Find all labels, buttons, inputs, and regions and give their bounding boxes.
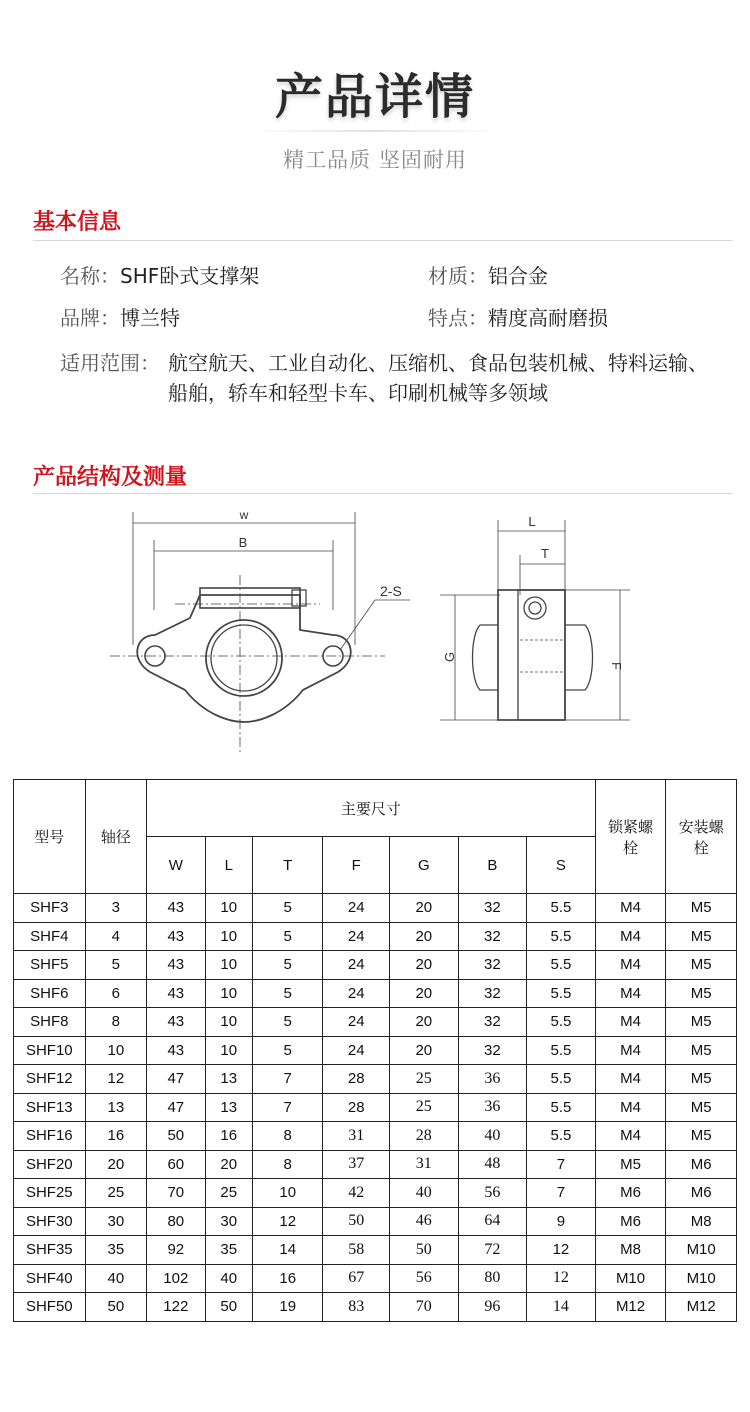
table-cell: M4 (595, 1036, 666, 1065)
table-cell: 43 (147, 1008, 205, 1037)
info-material (428, 260, 548, 289)
table-cell: 5 (252, 1008, 323, 1037)
table-cell: 25 (205, 1179, 252, 1208)
header-dim-t: T (252, 837, 323, 894)
table-cell: 13 (205, 1093, 252, 1122)
table-cell: 5.5 (527, 894, 596, 923)
table-cell: 20 (390, 979, 459, 1008)
table-cell: 5 (252, 1036, 323, 1065)
section-divider (33, 240, 733, 241)
table-cell: 20 (390, 894, 459, 923)
info-name (60, 260, 259, 289)
table-row (14, 1036, 737, 1065)
table-cell: SHF50 (14, 1293, 86, 1322)
table-cell: 28 (390, 1122, 459, 1151)
table-cell: SHF13 (14, 1093, 86, 1122)
table-cell: 5 (252, 979, 323, 1008)
table-cell: 12 (527, 1236, 596, 1265)
table-cell: M5 (666, 1122, 737, 1151)
table-row (14, 979, 737, 1008)
dim-label-f: F (609, 662, 624, 670)
table-cell: 70 (390, 1293, 459, 1322)
table-cell: 5.5 (527, 1008, 596, 1037)
table-cell: 14 (252, 1236, 323, 1265)
table-cell: 31 (390, 1150, 459, 1179)
table-cell: 20 (85, 1150, 147, 1179)
side-view (440, 520, 630, 720)
table-cell: 5.5 (527, 1093, 596, 1122)
table-cell: 5.5 (527, 979, 596, 1008)
table-row (14, 1065, 737, 1094)
table-cell: 47 (147, 1065, 205, 1094)
table-cell: 10 (252, 1179, 323, 1208)
table-cell: 35 (85, 1236, 147, 1265)
table-row (14, 894, 737, 923)
table-cell: 43 (147, 922, 205, 951)
header-dim-g: G (390, 837, 459, 894)
table-cell: 13 (85, 1093, 147, 1122)
table-cell: M4 (595, 1093, 666, 1122)
table-cell: 40 (390, 1179, 459, 1208)
table-cell: 32 (458, 951, 527, 980)
table-cell: SHF4 (14, 922, 86, 951)
table-cell: 6 (85, 979, 147, 1008)
table-cell: 20 (390, 1036, 459, 1065)
table-cell: M8 (595, 1236, 666, 1265)
table-row (14, 1236, 737, 1265)
table-cell: SHF35 (14, 1236, 86, 1265)
info-brand (60, 302, 180, 331)
table-cell: 70 (147, 1179, 205, 1208)
table-row (14, 1207, 737, 1236)
table-row (14, 1293, 737, 1322)
table-cell: 28 (323, 1065, 390, 1094)
table-cell: 14 (527, 1293, 596, 1322)
dim-label-2s: 2-S (380, 583, 402, 599)
info-feature-value: 精度高耐磨损 (488, 306, 608, 330)
table-cell: 24 (323, 951, 390, 980)
table-cell: 64 (458, 1207, 527, 1236)
table-cell: 43 (147, 951, 205, 980)
table-cell: 25 (390, 1093, 459, 1122)
table-cell: 50 (147, 1122, 205, 1151)
table-cell: SHF40 (14, 1264, 86, 1293)
table-cell: 5.5 (527, 1122, 596, 1151)
table-cell: SHF16 (14, 1122, 86, 1151)
table-cell: 10 (205, 951, 252, 980)
table-row (14, 1093, 737, 1122)
table-cell: 7 (527, 1179, 596, 1208)
table-cell: 10 (205, 1008, 252, 1037)
info-feature (428, 302, 608, 331)
table-cell: M4 (595, 951, 666, 980)
section-divider (33, 493, 733, 494)
table-cell: 92 (147, 1236, 205, 1265)
table-cell: SHF25 (14, 1179, 86, 1208)
table-cell: 5.5 (527, 1036, 596, 1065)
table-cell: 5 (252, 951, 323, 980)
table-cell: 13 (205, 1065, 252, 1094)
table-cell: 12 (85, 1065, 147, 1094)
table-cell: 40 (205, 1264, 252, 1293)
table-cell: SHF6 (14, 979, 86, 1008)
table-cell: 25 (390, 1065, 459, 1094)
table-cell: 16 (205, 1122, 252, 1151)
table-cell: 24 (323, 1036, 390, 1065)
info-name-value: SHF卧式支撑架 (120, 264, 260, 288)
table-cell: 5.5 (527, 922, 596, 951)
table-cell: 102 (147, 1264, 205, 1293)
table-cell: 40 (85, 1264, 147, 1293)
table-cell: M12 (595, 1293, 666, 1322)
header-dim-s: S (527, 837, 596, 894)
table-cell: 32 (458, 1036, 527, 1065)
table-cell: 5.5 (527, 951, 596, 980)
table-cell: 12 (527, 1264, 596, 1293)
table-cell: 37 (323, 1150, 390, 1179)
dim-label-w: w (239, 508, 249, 522)
table-cell: M5 (666, 951, 737, 980)
table-cell: 12 (252, 1207, 323, 1236)
table-cell: 56 (390, 1264, 459, 1293)
table-cell: M6 (666, 1150, 737, 1179)
table-cell: M5 (666, 894, 737, 923)
table-cell: 20 (390, 1008, 459, 1037)
table-cell: M10 (666, 1236, 737, 1265)
table-cell: 24 (323, 894, 390, 923)
header-main-dims: 主要尺寸 (147, 780, 596, 837)
table-cell: SHF20 (14, 1150, 86, 1179)
section-title-structure: 产品结构及测量 (33, 465, 188, 490)
table-row (14, 1264, 737, 1293)
table-cell: 28 (323, 1093, 390, 1122)
section-title-basic-info: 基本信息 (33, 210, 122, 235)
table-cell: M10 (595, 1264, 666, 1293)
table-cell: 31 (323, 1122, 390, 1151)
table-cell: 67 (323, 1264, 390, 1293)
dim-label-b: B (238, 535, 248, 550)
page-title: 产品详情 (274, 69, 475, 125)
table-cell: M5 (595, 1150, 666, 1179)
table-cell: M4 (595, 979, 666, 1008)
table-cell: 16 (85, 1122, 147, 1151)
title-divider (255, 130, 495, 132)
table-cell: 5 (252, 922, 323, 951)
table-cell: 122 (147, 1293, 205, 1322)
table-cell: 24 (323, 922, 390, 951)
table-cell: SHF30 (14, 1207, 86, 1236)
header-dim-w: W (147, 837, 205, 894)
table-cell: 43 (147, 894, 205, 923)
table-row (14, 1179, 737, 1208)
page-subtitle: 精工品质 坚固耐用 (283, 148, 467, 172)
table-cell: SHF10 (14, 1036, 86, 1065)
table-cell: SHF12 (14, 1065, 86, 1094)
header-lock-screw: 锁紧螺栓 (595, 780, 666, 894)
table-cell: 7 (252, 1065, 323, 1094)
front-view (110, 512, 410, 755)
table-cell: 58 (323, 1236, 390, 1265)
header-dim-f: F (323, 837, 390, 894)
table-cell: M5 (666, 1065, 737, 1094)
table-cell: 9 (527, 1207, 596, 1236)
header-mount-screw: 安装螺栓 (666, 780, 737, 894)
info-brand-value: 博兰特 (120, 306, 180, 330)
table-cell: 5 (252, 894, 323, 923)
table-header-row (14, 780, 737, 837)
table-cell: 72 (458, 1236, 527, 1265)
table-cell: M5 (666, 1036, 737, 1065)
table-row (14, 951, 737, 980)
table-cell: 8 (85, 1008, 147, 1037)
table-cell: 7 (252, 1093, 323, 1122)
table-cell: M8 (666, 1207, 737, 1236)
table-cell: M10 (666, 1264, 737, 1293)
table-cell: 60 (147, 1150, 205, 1179)
header-dim-l: L (205, 837, 252, 894)
table-cell: 30 (85, 1207, 147, 1236)
table-cell: 47 (147, 1093, 205, 1122)
table-cell: M6 (595, 1179, 666, 1208)
table-cell: 3 (85, 894, 147, 923)
table-cell: 5 (85, 951, 147, 980)
table-cell: 40 (458, 1122, 527, 1151)
table-cell: M4 (595, 1122, 666, 1151)
table-cell: SHF3 (14, 894, 86, 923)
table-cell: M4 (595, 922, 666, 951)
table-cell: SHF8 (14, 1008, 86, 1037)
info-application-value: 航空航天、工业自动化、压缩机、食品包装机械、特料运输、船舶，轿车和轻型卡车、印刷机械等多领域 (168, 351, 708, 405)
table-cell: 36 (458, 1065, 527, 1094)
table-cell: M4 (595, 1065, 666, 1094)
table-cell: SHF5 (14, 951, 86, 980)
table-cell: 20 (390, 951, 459, 980)
table-cell: 24 (323, 1008, 390, 1037)
table-cell: 32 (458, 1008, 527, 1037)
dim-label-t: T (541, 546, 549, 561)
table-cell: M5 (666, 1008, 737, 1037)
table-cell: M5 (666, 922, 737, 951)
table-cell: M4 (595, 1008, 666, 1037)
table-cell: 50 (85, 1293, 147, 1322)
table-cell: 19 (252, 1293, 323, 1322)
table-cell: 43 (147, 1036, 205, 1065)
table-cell: 25 (85, 1179, 147, 1208)
table-cell: 16 (252, 1264, 323, 1293)
table-cell: M12 (666, 1293, 737, 1322)
table-cell: 32 (458, 979, 527, 1008)
table-cell: 80 (458, 1264, 527, 1293)
technical-drawing (0, 500, 750, 770)
table-cell: 96 (458, 1293, 527, 1322)
table-cell: 8 (252, 1122, 323, 1151)
info-material-value: 铝合金 (488, 264, 548, 288)
table-cell: 50 (205, 1293, 252, 1322)
table-cell: 42 (323, 1179, 390, 1208)
table-row (14, 1150, 737, 1179)
table-cell: M6 (595, 1207, 666, 1236)
table-cell: 30 (205, 1207, 252, 1236)
info-feature-label: 特点： (428, 306, 488, 330)
table-cell: 56 (458, 1179, 527, 1208)
table-cell: 20 (205, 1150, 252, 1179)
table-cell: 46 (390, 1207, 459, 1236)
table-cell: 7 (527, 1150, 596, 1179)
info-application-label: 适用范围： (60, 351, 160, 375)
table-cell: M5 (666, 1093, 737, 1122)
table-cell: 20 (390, 922, 459, 951)
table-cell: 32 (458, 894, 527, 923)
table-cell: 10 (205, 979, 252, 1008)
header-model: 型号 (14, 780, 86, 894)
table-cell: 43 (147, 979, 205, 1008)
table-cell: 10 (205, 922, 252, 951)
header-dim-b: B (458, 837, 527, 894)
table-cell: 35 (205, 1236, 252, 1265)
table-cell: 5.5 (527, 1065, 596, 1094)
table-cell: 32 (458, 922, 527, 951)
table-cell: M5 (666, 979, 737, 1008)
table-cell: 10 (205, 1036, 252, 1065)
table-cell: 36 (458, 1093, 527, 1122)
table-row (14, 1122, 737, 1151)
info-brand-label: 品牌： (60, 306, 120, 330)
header-shaft: 轴径 (85, 780, 147, 894)
table-cell: 4 (85, 922, 147, 951)
spec-table (13, 779, 737, 1322)
dim-label-l: L (528, 514, 536, 529)
table-cell: M6 (666, 1179, 737, 1208)
info-material-label: 材质： (428, 264, 488, 288)
table-cell: 50 (390, 1236, 459, 1265)
table-cell: 83 (323, 1293, 390, 1322)
table-row (14, 1008, 737, 1037)
table-cell: 50 (323, 1207, 390, 1236)
table-cell: 10 (205, 894, 252, 923)
table-cell: 80 (147, 1207, 205, 1236)
table-cell: M4 (595, 894, 666, 923)
table-cell: 8 (252, 1150, 323, 1179)
table-cell: 10 (85, 1036, 147, 1065)
info-name-label: 名称： (60, 264, 120, 288)
table-cell: 24 (323, 979, 390, 1008)
table-cell: 48 (458, 1150, 527, 1179)
table-row (14, 922, 737, 951)
dim-label-g: G (442, 651, 457, 662)
